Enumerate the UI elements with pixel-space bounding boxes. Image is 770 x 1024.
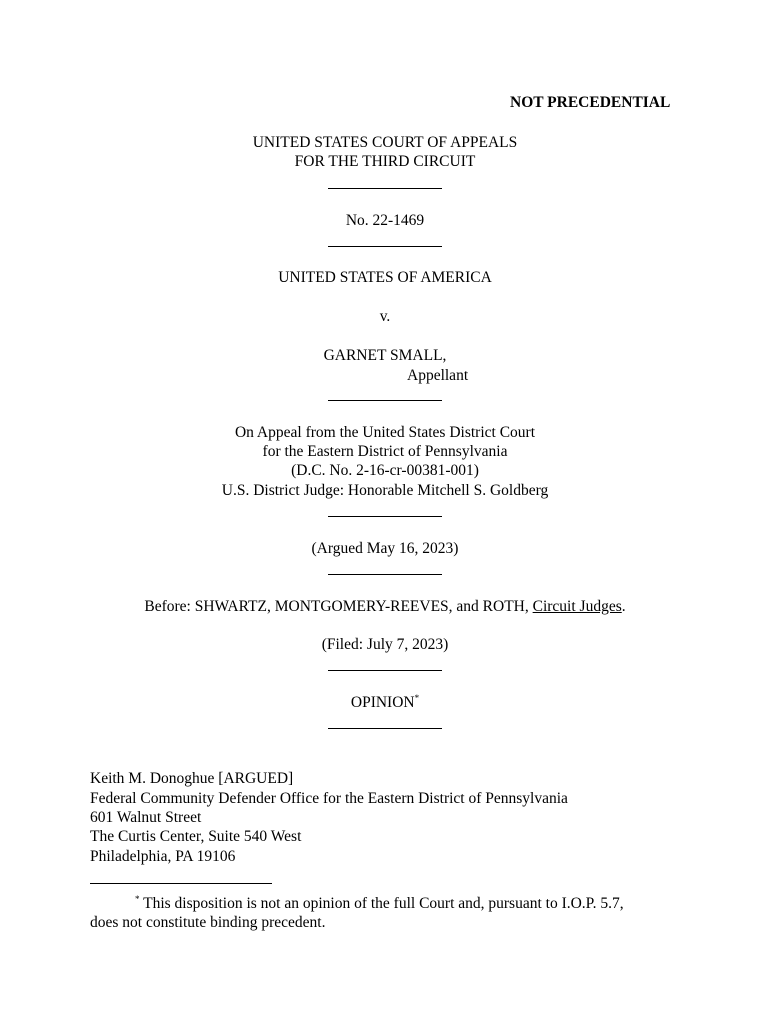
separator-rule — [328, 188, 442, 189]
counsel-street: 601 Walnut Street — [90, 809, 202, 826]
filed-date: (Filed: July 7, 2023) — [321, 636, 449, 653]
argued-date: (Argued May 16, 2023) — [311, 540, 459, 557]
opinion-title-text: OPINION — [350, 694, 415, 711]
footnote-text-line2: does not constitute binding precedent. — [90, 914, 326, 931]
opinion-title — [0, 693, 770, 712]
footnote-text-line1 — [135, 894, 624, 913]
court-name-line2: FOR THE THIRD CIRCUIT — [294, 153, 476, 170]
circuit-judges-label: Circuit Judges — [532, 598, 622, 615]
district-case-number: (D.C. No. 2-16-cr-00381-001) — [291, 462, 479, 479]
counsel-suite: The Curtis Center, Suite 540 West — [90, 828, 302, 845]
counsel-name: Keith M. Donoghue [ARGUED] — [90, 770, 294, 787]
separator-rule — [328, 516, 442, 517]
panel-judges — [0, 597, 770, 616]
district-judge: U.S. District Judge: Honorable Mitchell S. Goldberg — [221, 482, 549, 499]
counsel-office: Federal Community Defender Office for the Eastern District of Pennsylvania — [90, 790, 568, 807]
case-number: No. 22-1469 — [345, 212, 425, 229]
plaintiff-name: UNITED STATES OF AMERICA — [278, 269, 492, 286]
appeal-line1: On Appeal from the United States District Court — [234, 424, 536, 441]
footnote-divider — [90, 883, 272, 884]
appeal-line2: for the Eastern District of Pennsylvania — [262, 443, 508, 460]
counsel-city: Philadelphia, PA 19106 — [90, 848, 236, 865]
versus-label: v. — [379, 308, 391, 325]
separator-rule — [328, 574, 442, 575]
separator-rule — [328, 670, 442, 671]
footnote-mark: * — [135, 893, 140, 904]
defendant-name: GARNET SMALL, — [323, 347, 447, 364]
footnote-body-line1: This disposition is not an opinion of the full Court and, pursuant to I.O.P. 5.7, — [139, 895, 624, 912]
panel-judges-suffix: . — [621, 598, 626, 615]
separator-rule — [328, 246, 442, 247]
court-name-line1: UNITED STATES COURT OF APPEALS — [252, 134, 518, 151]
panel-judges-names: Before: SHWARTZ, MONTGOMERY-REEVES, and ROTH, — [144, 598, 533, 615]
status-label: NOT PRECEDENTIAL — [510, 94, 671, 111]
separator-rule — [328, 728, 442, 729]
defendant-role: Appellant — [407, 367, 469, 384]
footnote-reference[interactable]: * — [414, 692, 420, 703]
separator-rule — [328, 400, 442, 401]
